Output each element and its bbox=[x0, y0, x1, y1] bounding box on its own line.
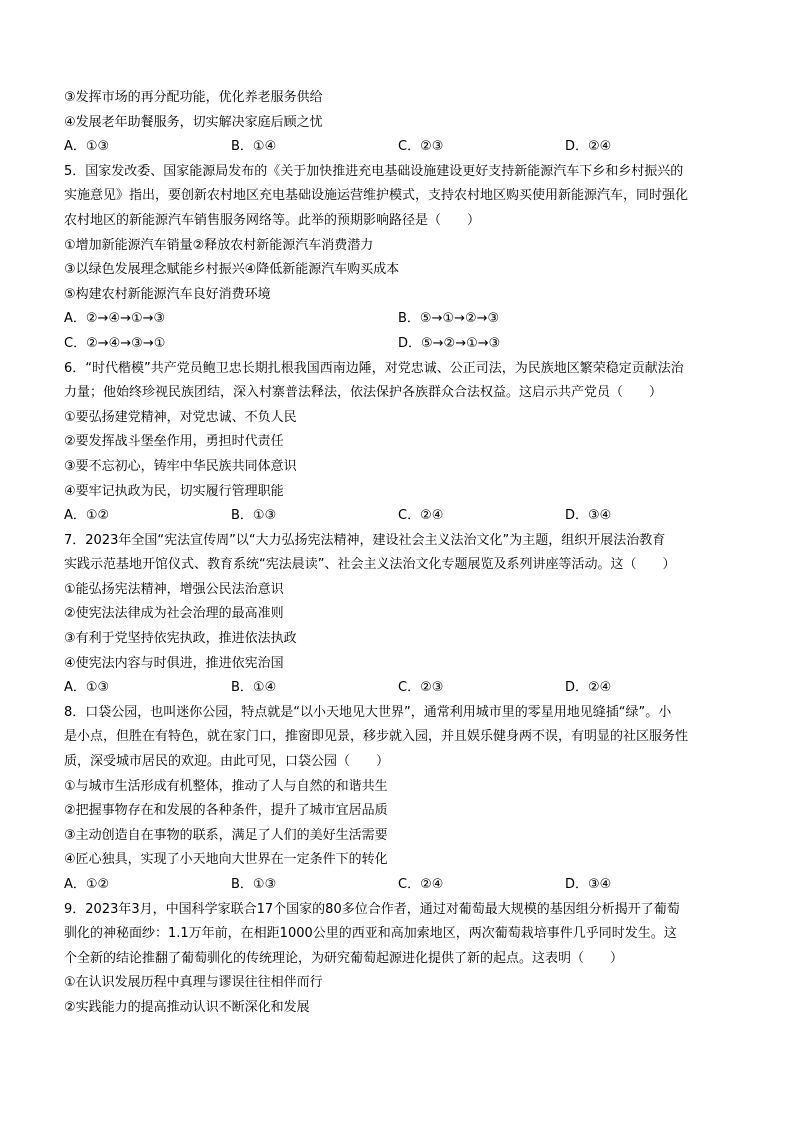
option-a[interactable]: A．①② bbox=[64, 877, 110, 892]
answer-options bbox=[64, 504, 734, 529]
option-c[interactable]: C．②→④→③→① bbox=[64, 335, 166, 351]
option-b[interactable]: B．①④ bbox=[231, 139, 277, 155]
option-b[interactable]: B．①③ bbox=[231, 508, 277, 524]
statement: ①能弘扬宪法精神，增强公民法治意识 bbox=[64, 581, 284, 597]
option-a[interactable]: A．②→④→①→③ bbox=[64, 311, 166, 327]
question-text: 是小点，但胜在有特色，就在家门口，推窗即见景，移步就入园，并且娱乐健身两不误，有明显的社区服务性 bbox=[64, 729, 689, 745]
option-b[interactable]: B．①④ bbox=[231, 680, 277, 696]
option-d[interactable]: D．③④ bbox=[565, 508, 612, 524]
question-text: 6．“时代楷模”共产党员鲍卫忠长期扎根我国西南边陲，对党忠诚、公正司法，为民族地区繁荣稳定贡献法治 bbox=[64, 360, 684, 376]
statement-4: ④发展老年助餐服务，切实解决家庭后顾之忧 bbox=[64, 114, 323, 130]
question-text: 9．2023年3月，中国科学家联合17个国家的80多位合作者，通过对葡萄最大规模的基因组分析揭开了葡萄 bbox=[64, 901, 680, 917]
question-text: 实施意见》指出，要创新农村地区充电基础设施运营维护模式，支持农村地区购买使用新能源汽车，同时强化 bbox=[64, 188, 689, 204]
statement: ②使宪法法律成为社会治理的最高准则 bbox=[64, 606, 284, 622]
option-c[interactable]: C．②③ bbox=[398, 139, 444, 155]
question-text: 5．国家发改委、国家能源局发布的《关于加快推进充电基础设施建设更好支持新能源汽车下乡和乡村振兴的 bbox=[64, 163, 684, 179]
exam-page bbox=[64, 86, 734, 1021]
question-6 bbox=[64, 357, 734, 529]
option-c[interactable]: C．②④ bbox=[398, 508, 444, 524]
statement: ④要牢记执政为民，切实履行管理职能 bbox=[64, 483, 284, 499]
answer-options bbox=[64, 676, 734, 701]
answer-options bbox=[64, 332, 734, 357]
question-text: 质，深受城市居民的欢迎。由此可见，口袋公园（ ） bbox=[64, 754, 390, 770]
question-9 bbox=[64, 898, 734, 1021]
statement: ①增加新能源汽车销量②释放农村新能源汽车消费潜力 bbox=[64, 237, 374, 253]
statement: ①在认识发展历程中真理与谬误往往相伴而行 bbox=[64, 975, 323, 991]
answer-options bbox=[64, 135, 734, 160]
option-a[interactable]: A．①③ bbox=[64, 139, 110, 155]
answer-options bbox=[64, 873, 734, 898]
statement: ③主动创造自在事物的联系，满足了人们的美好生活需要 bbox=[64, 827, 388, 843]
option-a[interactable]: A．①② bbox=[64, 508, 110, 524]
statement: ②实践能力的提高推动认识不断深化和发展 bbox=[64, 999, 310, 1015]
statement: ②把握事物存在和发展的各种条件，提升了城市宜居品质 bbox=[64, 803, 388, 819]
question-text: 8．口袋公园，也叫迷你公园，特点就是“以小天地见大世界”，通常利用城市里的零星用地见缝插“绿”。小 bbox=[64, 704, 672, 720]
option-b[interactable]: B．⑤→①→②→③ bbox=[398, 311, 500, 327]
option-d[interactable]: D．⑤→②→①→③ bbox=[398, 335, 501, 351]
statement-3: ③发挥市场的再分配功能，优化养老服务供给 bbox=[64, 90, 323, 105]
statement: ①与城市生活形成有机整体，推动了人与自然的和谐共生 bbox=[64, 778, 388, 794]
question-text: 实践示范基地开馆仪式、教育系统“宪法晨读”、社会主义法治文化专题展览及系列讲座等活动。这（ ） bbox=[64, 557, 676, 573]
option-d[interactable]: D．②④ bbox=[565, 139, 612, 155]
question-7 bbox=[64, 529, 734, 701]
answer-options bbox=[64, 307, 734, 332]
statement: ④使宪法内容与时俱进，推进依宪治国 bbox=[64, 655, 284, 671]
question-text: 7．2023年全国“宪法宣传周”以“大力弘扬宪法精神，建设社会主义法治文化”为主题，组织开展法治教育 bbox=[64, 532, 666, 548]
question-text: 农村地区的新能源汽车销售服务网络等。此举的预期影响路径是（ ） bbox=[64, 212, 481, 228]
statement: ②要发挥战斗堡垒作用，勇担时代责任 bbox=[64, 434, 284, 450]
question-text: 个全新的结论推翻了葡萄驯化的传统理论，为研究葡萄起源进化提供了新的起点。这表明（ ） bbox=[64, 950, 624, 966]
question-5 bbox=[64, 160, 734, 357]
option-b[interactable]: B．①③ bbox=[231, 877, 277, 892]
option-d[interactable]: D．③④ bbox=[565, 877, 612, 892]
question-text: 力量；他始终珍视民族团结，深入村寨普法释法，依法保护各族群众合法权益。这启示共产党员（ ） bbox=[64, 385, 663, 401]
statement: ⑤构建农村新能源汽车良好消费环境 bbox=[64, 286, 271, 302]
option-c[interactable]: C．②④ bbox=[398, 877, 444, 892]
statement: ③以绿色发展理念赋能乡村振兴④降低新能源汽车购买成本 bbox=[64, 262, 400, 278]
question-text: 驯化的神秘面纱：1.1万年前，在相距1000公里的西亚和高加索地区，两次葡萄栽培事件几乎同时发生。这 bbox=[64, 926, 677, 942]
option-d[interactable]: D．②④ bbox=[565, 680, 612, 696]
option-a[interactable]: A．①③ bbox=[64, 680, 110, 696]
statement: ③要不忘初心，铸牢中华民族共同体意识 bbox=[64, 458, 297, 474]
option-c[interactable]: C．②③ bbox=[398, 680, 444, 696]
statement: ①要弘扬建党精神，对党忠诚、不负人民 bbox=[64, 409, 297, 425]
statement: ④匠心独具，实现了小天地向大世界在一定条件下的转化 bbox=[64, 852, 388, 868]
statement: ③有利于党坚持依宪执政，推进依法执政 bbox=[64, 631, 297, 647]
question-8 bbox=[64, 701, 734, 898]
